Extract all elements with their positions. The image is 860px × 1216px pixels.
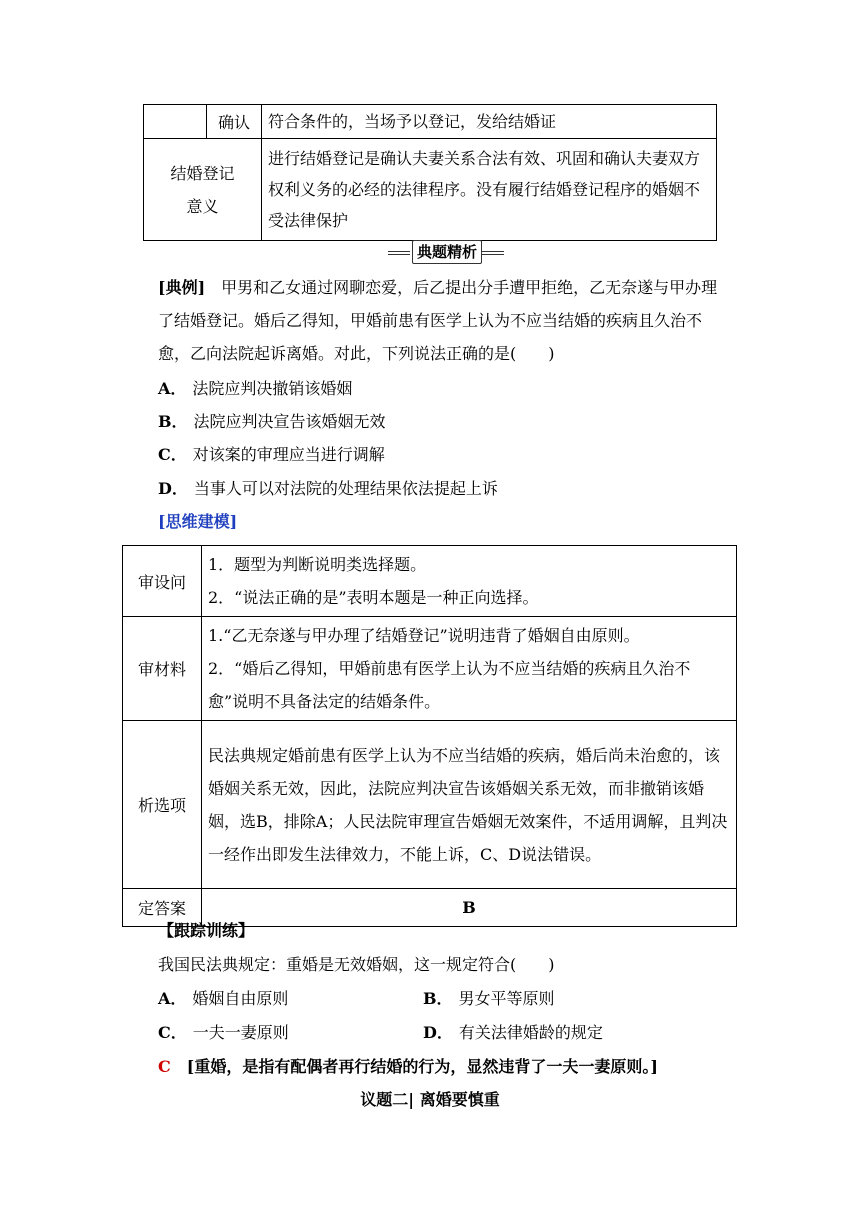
analysis-table	[122, 545, 737, 927]
content-line: 1.“乙无奈遂与甲办理了结婚登记”说明违背了婚姻自由原则。	[208, 626, 640, 645]
example-tag: [典例]	[158, 278, 206, 297]
next-topic-heading	[0, 1084, 860, 1116]
banner-rule-right	[482, 251, 504, 255]
label-line: 意义	[186, 196, 219, 216]
content-line: 2．“婚后乙得知，甲婚前患有医学上认为不应当结婚的疾病且久治不愈”说明不具备法定的结婚条件。	[208, 659, 691, 711]
practice-option-c	[158, 1016, 289, 1049]
content-line: 1．题型为判断说明类选择题。	[208, 555, 427, 574]
option-a	[158, 372, 352, 405]
label-line: 结婚登记	[170, 163, 235, 183]
banner-label: 典题精析	[412, 240, 482, 264]
option-d	[158, 472, 498, 505]
row-label-material: 审材料	[123, 617, 202, 721]
option-text: 对该案的审理应当进行调解	[192, 445, 385, 464]
option-text: 男女平等原则	[458, 989, 555, 1008]
example-question	[158, 271, 728, 370]
row-label-answer: 定答案	[123, 889, 202, 927]
example-text: 甲男和乙女通过网聊恋爱，后乙提出分手遭甲拒绝，乙无奈遂与甲办理了结婚登记。婚后乙得知，甲婚前患有医学上认为不应当结婚的疾病且久治不愈，乙向法院起诉离婚。对此，下列说法正确的是( )	[158, 278, 718, 363]
option-letter: C．	[158, 1023, 187, 1042]
practice-question: 我国民法典规定：重婚是无效婚姻，这一规定符合( )	[158, 955, 555, 974]
row-content-answer: B	[202, 889, 737, 927]
practice-option-d	[423, 1016, 603, 1049]
answer-explanation: [重婚，是指有配偶者再行结婚的行为，显然违背了一夫一妻原则。]	[186, 1057, 658, 1076]
practice-answer	[158, 1050, 658, 1083]
row-label-question: 审设问	[123, 546, 202, 617]
topic-number: 议题二|	[360, 1090, 415, 1109]
answer-letter: C	[158, 1057, 171, 1076]
content-line: 2．“说法正确的是”表明本题是一种正向选择。	[208, 588, 539, 607]
row-content-confirm: 符合条件的，当场予以登记，发给结婚证	[262, 105, 717, 139]
row-content-options: 民法典规定婚前患有医学上认为不应当结婚的疾病，婚后尚未治愈的，该婚姻关系无效，因此，法院应判决宣告该婚姻关系无效，而非撤销该婚姻，选B，排除A；人民法院审理宣告婚姻无效案件，不适用调解，且判决一经作出即发生法律效力，不能上诉，C、D说法错误。	[202, 721, 737, 889]
option-text: 一夫一妻原则	[192, 1023, 289, 1042]
banner-rule-left	[388, 251, 410, 255]
option-text: 有关法律婚龄的规定	[458, 1023, 603, 1042]
row-content-significance: 进行结婚登记是确认夫妻关系合法有效、巩固和确认夫妻双方权利义务的必经的法律程序。没有履行结婚登记程序的婚姻不受法律保护	[262, 139, 717, 241]
row-content-material	[202, 617, 737, 721]
option-letter: D．	[423, 1023, 453, 1042]
section-banner	[386, 240, 506, 264]
option-c	[158, 438, 385, 471]
option-text: 婚姻自由原则	[192, 989, 289, 1008]
topic-title: 离婚要慎重	[419, 1090, 500, 1109]
thinking-model-title: [思维建模]	[158, 512, 238, 531]
row-label-options: 析选项	[123, 721, 202, 889]
row-label-significance	[144, 139, 262, 241]
practice-option-a	[158, 982, 288, 1015]
option-letter: A．	[158, 379, 187, 398]
practice-title: 【跟踪训练】	[158, 921, 255, 940]
row-content-question	[202, 546, 737, 617]
practice-option-b	[423, 982, 555, 1015]
option-text: 当事人可以对法院的处理结果依法提起上诉	[193, 479, 498, 498]
option-text: 法院应判决宣告该婚姻无效	[193, 412, 386, 431]
option-letter: A．	[158, 989, 187, 1008]
option-letter: B．	[158, 412, 188, 431]
row-label-confirm: 确认	[207, 105, 262, 139]
option-text: 法院应判决撤销该婚姻	[192, 379, 353, 398]
option-letter: C．	[158, 445, 187, 464]
table-cell-empty	[144, 105, 207, 139]
option-letter: D．	[158, 479, 188, 498]
option-b	[158, 405, 386, 438]
marriage-registration-table	[143, 104, 717, 241]
option-letter: B．	[423, 989, 453, 1008]
